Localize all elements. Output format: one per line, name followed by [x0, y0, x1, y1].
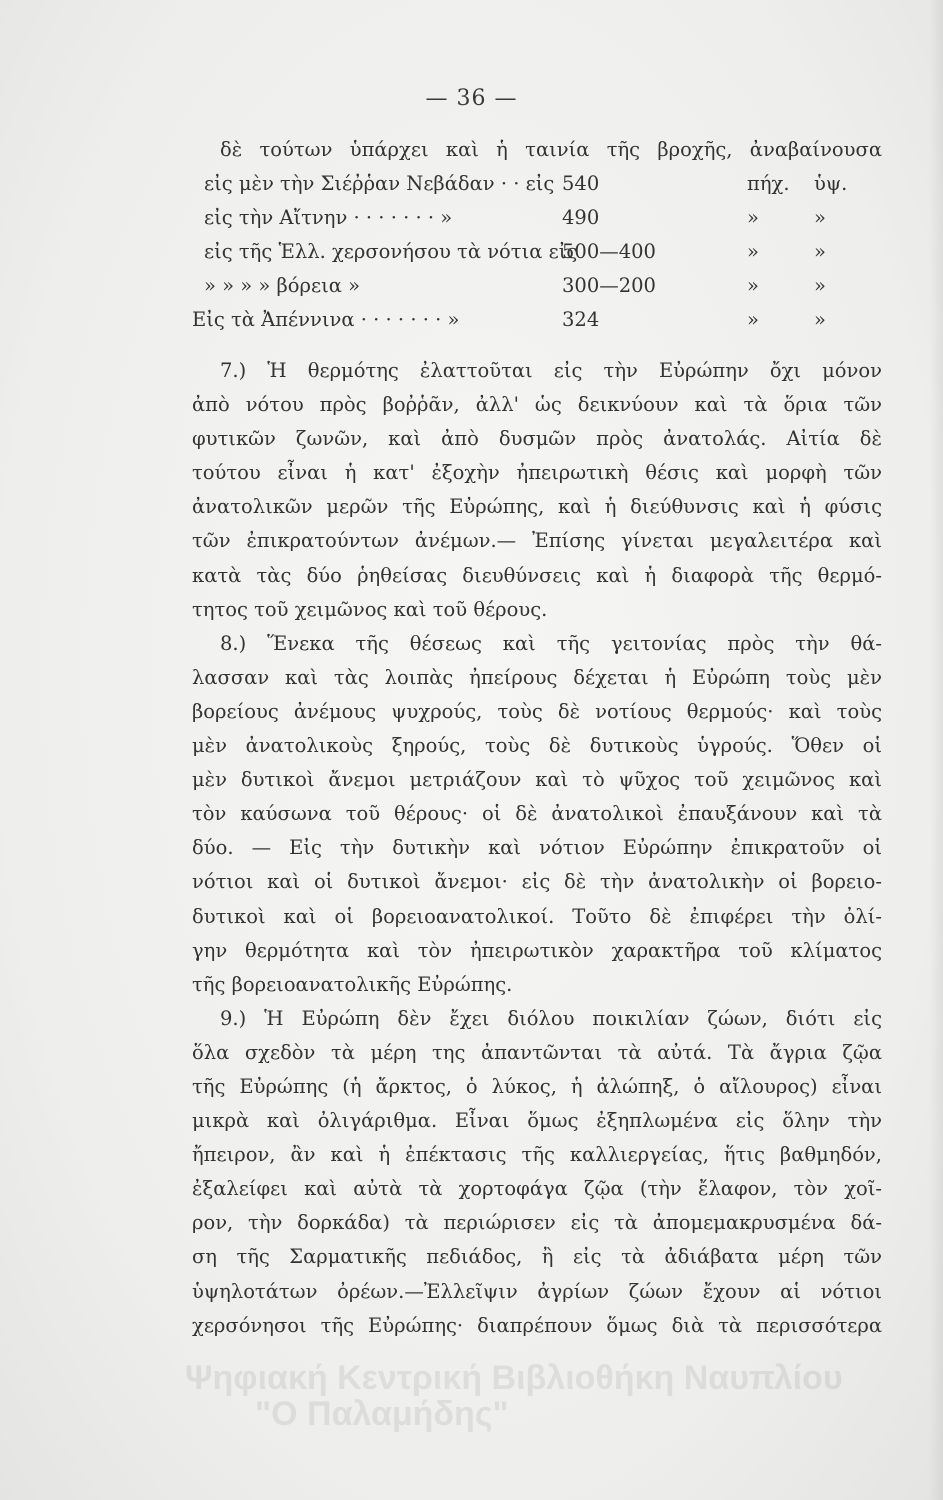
- paragraph-9-line: χερσόνησοι τῆς Εὐρώπης· διαπρέπουν ὅμως διὰ τὰ περισσότερα: [192, 1313, 882, 1337]
- page-gutter-shadow: [929, 0, 943, 1500]
- paragraph-7-line: τητος τοῦ χειμῶνος καὶ τοῦ θέρους.: [192, 597, 548, 621]
- paragraph-7-line: φυτικῶν ζωνῶν, καὶ ἀπὸ δυσμῶν πρὸς ἀνατολάς. Αἰτία δὲ: [192, 427, 882, 451]
- row-unit: »: [747, 308, 759, 332]
- row-value: 500—400: [562, 240, 656, 264]
- paragraph-9-line: τῆς Εὐρώπης (ἡ ἄρκτος, ὁ λύκος, ἡ ἀλώπηξ, ὁ αἴλουρος) εἶναι: [192, 1074, 882, 1098]
- row-label: Εἰς τὰ Ἀπέννινα · · · · · · · »: [192, 308, 460, 332]
- paragraph-9-line: ση τῆς Σαρματικῆς πεδιάδος, ἢ εἰς τὰ ἀδιάβατα μέρη τῶν: [192, 1245, 882, 1269]
- page-number: — 36 —: [425, 86, 518, 111]
- row-value: 490: [562, 206, 600, 230]
- paragraph-9-line: μικρὰ καὶ ὀλιγάριθμα. Εἶναι ὅμως ἐξηπλωμένα εἰς ὅλην τὴν: [192, 1109, 882, 1133]
- paragraph-8-line: μὲν δυτικοὶ ἄνεμοι μετριάζουν καὶ τὸ ψῦχος τοῦ χειμῶνος καὶ: [192, 768, 882, 792]
- paragraph-8-line: 8.) Ἕνεκα τῆς θέσεως καὶ τῆς γειτονίας πρὸς τὴν θά-: [220, 631, 882, 655]
- paragraph-8-line: λασσαν καὶ τὰς λοιπὰς ἠπείρους δέχεται ἡ Εὐρώπη τοὺς μὲν: [192, 665, 882, 689]
- row-unit: »: [814, 240, 826, 264]
- paragraph-8-line: νότιοι καὶ οἱ δυτικοὶ ἄνεμοι· εἰς δὲ τὴν ἀνατολικὴν οἱ βορειο-: [192, 870, 882, 894]
- table-row: [192, 303, 882, 337]
- paragraph-9-line: ρον, τὴν δορκάδα) τὰ περιώρισεν εἰς τὰ ἀπομεμακρυσμένα δά-: [192, 1211, 882, 1235]
- table-row: [192, 269, 882, 303]
- paragraph-9-line: ὅλα σχεδὸν τὰ μέρη της ἀπαντῶνται τὰ αὐτά. Τὰ ἄγρια ζῷα: [192, 1040, 882, 1064]
- row-unit: »: [747, 240, 759, 264]
- row-unit: »: [747, 206, 759, 230]
- paragraph-7-line: ἀνατολικῶν μερῶν τῆς Εὐρώπης, καὶ ἡ διεύθυνσις καὶ ἡ φύσις: [192, 495, 882, 519]
- paragraph-8-line: βορείους ἀνέμους ψυχρούς, τοὺς δὲ νοτίους θερμούς· καὶ τοὺς: [192, 699, 882, 723]
- row-label: εἰς μὲν τὴν Σιέῤῥαν Νεβάδαν · · εἰς: [204, 172, 555, 195]
- rain-belt-table: [192, 167, 882, 337]
- paragraph-9-line: 9.) Ἡ Εὐρώπη δὲν ἔχει διόλου ποικιλίαν ζώων, διότι εἰς: [220, 1006, 882, 1030]
- row-unit: ὑψ.: [814, 172, 848, 195]
- row-unit: »: [814, 308, 826, 332]
- paragraph-7-line: τούτου εἶναι ἡ κατ' ἐξοχὴν ἠπειρωτικὴ θέσις καὶ μορφὴ τῶν: [192, 461, 882, 485]
- paragraph-8-line: δύο. — Εἰς τὴν δυτικὴν καὶ νότιον Εὐρώπην ἐπικρατοῦν οἱ: [192, 836, 882, 860]
- paragraph-8-line: τὸν καύσωνα τοῦ θέρους· οἱ δὲ ἀνατολικοὶ ἐπαυξάνουν καὶ τὰ: [192, 802, 882, 826]
- paragraph-7-line: κατὰ τὰς δύο ῥηθείσας διευθύνσεις καὶ ἡ διαφορὰ τῆς θερμό-: [192, 563, 882, 587]
- row-label: εἰς τῆς Ἑλλ. χερσονήσου τὰ νότια εἰς: [204, 240, 578, 264]
- paragraph-8-line: μὲν ἀνατολικοὺς ξηρούς, τοὺς δὲ δυτικοὺς ὑγρούς. Ὅθεν οἱ: [192, 734, 882, 758]
- paragraph-7-line: ἀπὸ νότου πρὸς βοῤῥᾶν, ἀλλ' ὡς δεικνύουν καὶ τὰ ὅρια τῶν: [192, 393, 882, 417]
- row-value: 300—200: [562, 274, 656, 298]
- paragraph-8-line: τῆς βορειοανατολικῆς Εὐρώπης.: [192, 972, 513, 996]
- paragraph-7-line: τῶν ἐπικρατούντων ἀνέμων.— Ἐπίσης γίνεται μεγαλειτέρα καὶ: [192, 529, 882, 553]
- row-value: 540: [562, 172, 600, 195]
- row-unit: »: [814, 274, 826, 298]
- paragraph-8-line: γην θερμότητα καὶ τὸν ἠπειρωτικὸν χαρακτῆρα τοῦ κλίματος: [192, 938, 882, 962]
- row-unit: πήχ.: [747, 172, 790, 195]
- table-row: [192, 167, 882, 201]
- row-value: 324: [562, 308, 600, 332]
- paragraph-9-line: ὑψηλοτάτων ὀρέων.—Ἐλλεῖψιν ἀγρίων ζώων ἔχουν αἱ νότιοι: [192, 1279, 882, 1303]
- watermark-line: "Ο Παλαμήδης": [255, 1395, 509, 1433]
- watermark-line: Ψηφιακή Κεντρική Βιβλιοθήκη Ναυπλίου: [185, 1359, 843, 1397]
- row-label: εἰς τὴν Αἴτνην · · · · · · · »: [204, 206, 453, 230]
- paragraph-9-line: ἤπειρον, ἂν καὶ ἡ ἐπέκτασις τῆς καλλιεργείας, ἥτις βαθμηδόν,: [192, 1143, 882, 1167]
- table-row: [192, 235, 882, 269]
- library-watermark: [185, 1360, 905, 1432]
- text-line: δὲ τούτων ὑπάρχει καὶ ἡ ταινία τῆς βροχῆς, ἀναβαίνουσα: [220, 138, 882, 161]
- row-unit: »: [814, 206, 826, 230]
- row-label: » » » » βόρεια »: [204, 274, 361, 298]
- paragraph-9-line: ἐξαλείφει καὶ αὐτὰ τὰ χορτοφάγα ζῷα (τὴν ἔλαφον, τὸν χοῖ-: [192, 1177, 882, 1201]
- table-row: [192, 201, 882, 235]
- paragraph-7-line: 7.) Ἡ θερμότης ἐλαττοῦται εἰς τὴν Εὐρώπην ὄχι μόνον: [220, 359, 882, 382]
- body-text-top: [192, 133, 882, 167]
- row-unit: »: [747, 274, 759, 298]
- body-text: [192, 354, 882, 1343]
- paragraph-8-line: δυτικοὶ καὶ οἱ βορειοανατολικοί. Τοῦτο δὲ ἐπιφέρει τὴν ὀλί-: [192, 904, 882, 928]
